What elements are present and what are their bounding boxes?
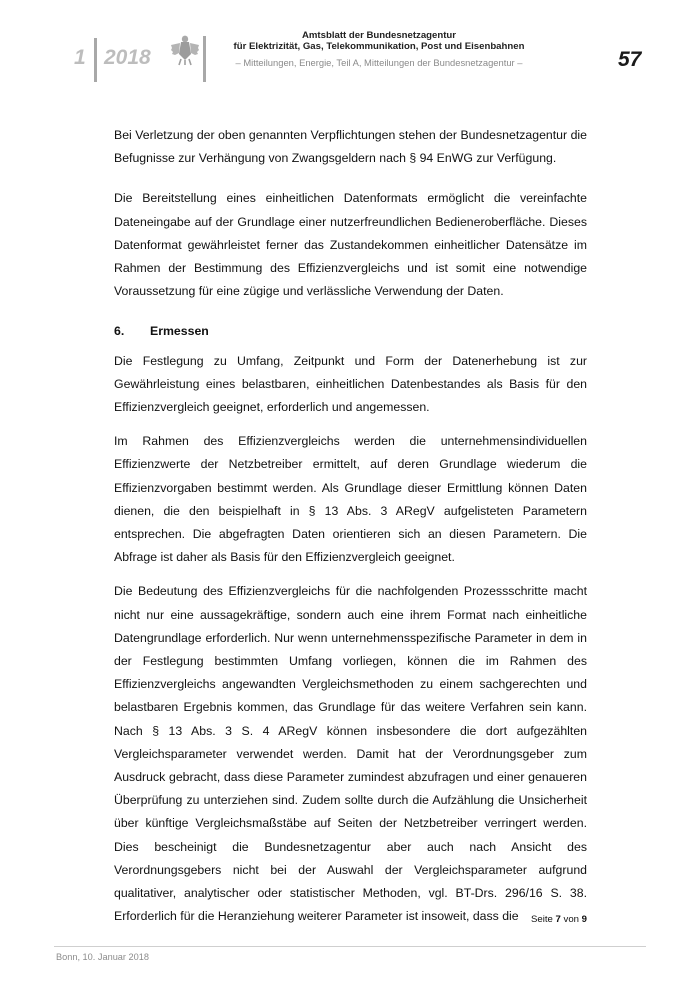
page-counter: [531, 914, 587, 925]
section-number: 6.: [114, 324, 125, 339]
seite-total: 9: [581, 914, 587, 925]
page-number: 57: [618, 48, 642, 71]
issue-divider: [94, 38, 97, 82]
publication-title: Amtsblatt der Bundesnetzagentur: [301, 30, 457, 41]
section-heading: [114, 320, 587, 343]
section-title: Ermessen: [150, 324, 209, 339]
seite-current: 7: [555, 914, 561, 925]
issue-number: 1: [74, 46, 86, 69]
seite-of: von: [563, 914, 579, 925]
footer-rule: [54, 946, 646, 947]
seite-label: Seite: [530, 914, 553, 925]
document-body: [114, 124, 587, 929]
header-divider: [203, 36, 206, 82]
publication-header: [224, 30, 534, 69]
federal-eagle-icon: [170, 34, 200, 66]
footer-place-date: Bonn, 10. Januar 2018: [56, 952, 149, 962]
paragraph: Im Rahmen des Effizienzvergleichs werden die unternehmensindividuellen Effizienzwerte der Netzbetreiber ermittelt, auf deren Grundlage wiederum die Effizienzvorgaben bestimmt werden. Als Grundlage dieser Ermittlung können Daten dienen, die den beispielhaft in § 13 Abs. 3 ARegV aufgelisteten Parametern entsprechen. Die abgefragten Daten orientieren sich an diesen Parametern. Die Abfrage ist daher als Basis für den Effizienzvergleich geeignet.: [114, 434, 587, 565]
publication-section: – Mitteilungen, Energie, Teil A, Mitteilungen der Bundesnetzagentur –: [235, 57, 523, 68]
publication-subtitle: für Elektrizität, Gas, Telekommunikation, Post und Eisenbahnen: [233, 41, 525, 52]
paragraph: Die Bereitstellung eines einheitlichen Datenformats ermöglicht die vereinfachte Dateneingabe auf der Grundlage einer nutzerfreundlichen Bedieneroberfläche. Dieses Datenformat gewährleistet ferner das Zustandekommen einheitlicher Datensätze im Rahmen der Bestimmung des Effizienzvergleichs und ist somit eine notwendige Voraussetzung für eine zügige und verlässliche Verwendung der Daten.: [114, 191, 587, 299]
issue-year: 2018: [104, 46, 151, 69]
paragraph: Die Festlegung zu Umfang, Zeitpunkt und Form der Datenerhebung ist zur Gewährleistung eines belastbaren, einheitlichen Datenbestandes als Basis für den Effizienzvergleich geeignet, erforderlich und angemessen.: [114, 353, 587, 415]
paragraph: Bei Verletzung der oben genannten Verpflichtungen stehen der Bundesnetzagentur die Befugnisse zur Verhängung von Zwangsgeldern nach § 94 EnWG zur Verfügung.: [114, 128, 587, 166]
paragraph: Die Bedeutung des Effizienzvergleichs für die nachfolgenden Prozessschritte macht nicht nur eine aussagekräftige, sondern auch eine ihrem Format nach einheitliche Datengrundlage erforderlich. Nur wenn unternehmensspezifische Parameter in dem in der Festlegung bestimmten Umfang vorliegen, können die im Rahmen des Effizienzvergleichs angewandten Vergleichsmethoden zu einem sachgerechten und belastbaren Ergebnis kommen, das Grundlage für das weitere Verfahren sein kann. Nach § 13 Abs. 3 S. 4 ARegV können insbesondere die dort aufgezählten Vergleichsparameter verwendet werden. Damit hat der Verordnungsgeber zum Ausdruck gebracht, dass diese Parameter zumindest abzufragen und einer genaueren Überprüfung zu unterziehen sind. Zudem sollte durch die Aufzählung die Unsicherheit über künftige Vergleichsmaßstäbe auf Seiten der Netzbetreiber verringert werden. Dies bescheinigt die Bundesnetzagentur aber auch nach Ansicht des Verordnungsgebers nicht bei der Auswahl der Vergleichsparameter aufgrund qualitativer, analytischer oder statistischer Methoden, vgl. BT-Drs. 296/16 S. 38. Erforderlich für die Heranziehung weiterer Parameter ist insoweit, dass die: [114, 584, 587, 924]
